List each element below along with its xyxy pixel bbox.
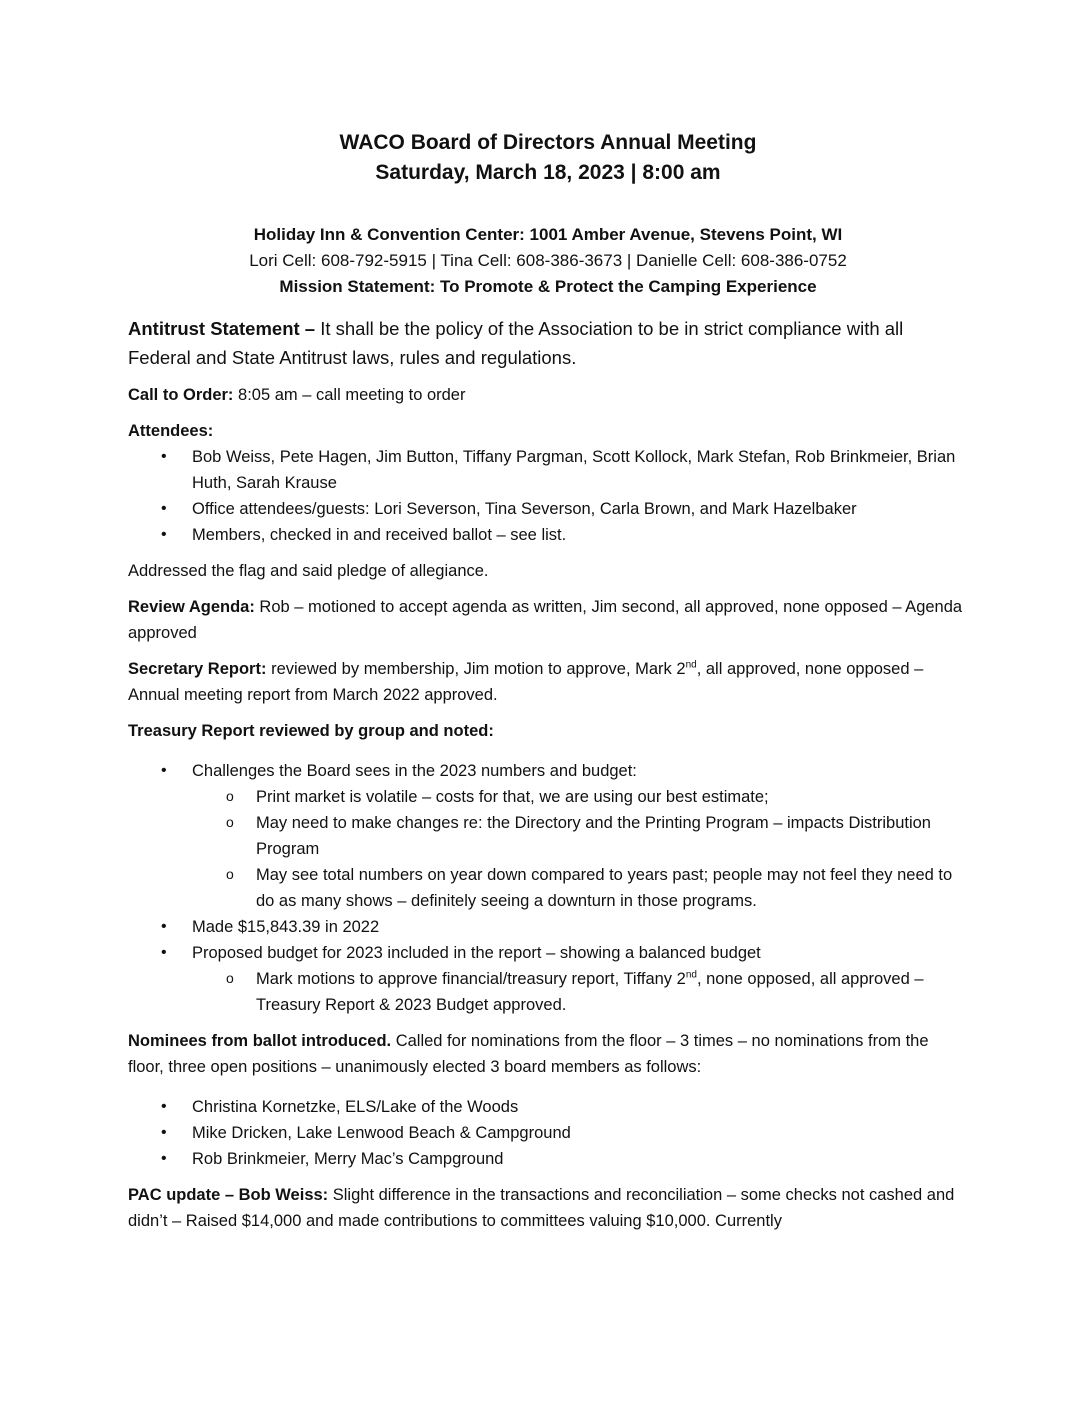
treasury-list-2 xyxy=(128,914,968,966)
contact-phones: Lori Cell: 608-792-5915 | Tina Cell: 608-386-3673 | Danielle Cell: 608-386-0752 xyxy=(249,251,847,270)
meeting-title: WACO Board of Directors Annual Meeting xyxy=(339,131,757,154)
list-item xyxy=(128,758,968,784)
nominees-label: Nominees from ballot introduced. xyxy=(128,1032,392,1050)
treasury-motion-a: Mark motions to approve financial/treasury report, Tiffany 2 xyxy=(256,970,686,988)
treasury-motion-sublist xyxy=(128,966,968,1018)
treasury-list xyxy=(128,758,968,784)
attendees-list xyxy=(128,444,968,548)
venue-block xyxy=(128,222,968,300)
list-item: • Bob Weiss, Pete Hagen, Jim Button, Tiffany Pargman, Scott Kollock, Mark Stefan, Rob Brinkmeier, Brian Huth, Sarah Krause xyxy=(128,444,968,496)
antitrust-statement xyxy=(128,314,968,372)
call-to-order-label: Call to Order: xyxy=(128,386,234,404)
list-item: • Rob Brinkmeier, Merry Mac’s Campground xyxy=(128,1146,968,1172)
secretary-sup: nd xyxy=(685,659,697,671)
list-item: • Proposed budget for 2023 included in the report – showing a balanced budget xyxy=(128,940,968,966)
attendees-label: Attendees: xyxy=(128,422,214,440)
antitrust-label: Antitrust Statement – xyxy=(128,318,321,339)
pledge-text: Addressed the flag and said pledge of allegiance. xyxy=(128,562,489,580)
list-item: • Office attendees/guests: Lori Severson, Tina Severson, Carla Brown, and Mark Hazelbaker xyxy=(128,496,968,522)
list-item: • Mike Dricken, Lake Lenwood Beach & Campground xyxy=(128,1120,968,1146)
sub-list-item: o May see total numbers on year down compared to years past; people may not feel they need to do as many shows – definitely seeing a downturn in those programs. xyxy=(128,862,968,914)
treasury-label: Treasury Report reviewed by group and noted: xyxy=(128,722,494,740)
sub-list-item xyxy=(128,966,968,1018)
nominees-text: Called for nominations from the floor – 3 times – no nominations from the floor, three open positions – unanimously elected 3 board members as follows: xyxy=(128,1032,929,1076)
review-agenda-text: Rob – motioned to accept agenda as written, Jim second, all approved, none opposed – Agenda approved xyxy=(128,598,963,642)
list-item: • Made $15,843.39 in 2022 xyxy=(128,914,968,940)
list-item: • Members, checked in and received ballot – see list. xyxy=(128,522,968,548)
mission-statement: Mission Statement: To Promote & Protect the Camping Experience xyxy=(279,277,817,296)
attendees-section xyxy=(128,418,968,548)
pac-text: Slight difference in the transactions and reconciliation – some checks not cashed and didn’t – Raised $14,000 and made contributions to committees valuing $10,000. Currently xyxy=(128,1186,955,1230)
document-header xyxy=(128,128,968,300)
nominees-section xyxy=(128,1028,968,1172)
review-agenda-label: Review Agenda: xyxy=(128,598,255,616)
call-to-order xyxy=(128,382,968,408)
treasury-section xyxy=(128,718,968,1018)
pac-update xyxy=(128,1182,968,1234)
nominees-paragraph xyxy=(128,1028,968,1080)
call-to-order-text: 8:05 am – call meeting to order xyxy=(233,386,466,404)
treasury-motion-b: , none opposed, all approved – Treasury Report & 2023 Budget approved. xyxy=(256,970,924,1014)
antitrust-text: It shall be the policy of the Association to be in strict compliance with all Federal and State Antitrust laws, rules and regulations. xyxy=(128,318,904,368)
treasury-motion-sup: nd xyxy=(685,969,697,981)
secretary-report xyxy=(128,656,968,708)
challenges-sublist xyxy=(128,784,968,914)
pac-label: PAC update – Bob Weiss: xyxy=(128,1186,329,1204)
list-item: • Christina Kornetzke, ELS/Lake of the Woods xyxy=(128,1094,968,1120)
nominees-list xyxy=(128,1094,968,1172)
sub-list-item: o Print market is volatile – costs for that, we are using our best estimate; xyxy=(128,784,968,810)
review-agenda xyxy=(128,594,968,646)
sub-list-item: o May need to make changes re: the Directory and the Printing Program – impacts Distribution Program xyxy=(128,810,968,862)
secretary-text-a: reviewed by membership, Jim motion to approve, Mark 2 xyxy=(266,660,686,678)
secretary-label: Secretary Report: xyxy=(128,660,267,678)
meeting-date: Saturday, March 18, 2023 | 8:00 am xyxy=(375,161,721,184)
venue-address: Holiday Inn & Convention Center: 1001 Amber Avenue, Stevens Point, WI xyxy=(253,225,843,244)
challenges-text: Challenges the Board sees in the 2023 numbers and budget: xyxy=(192,762,637,780)
secretary-text-b: , all approved, none opposed – Annual meeting report from March 2022 approved. xyxy=(128,660,924,704)
